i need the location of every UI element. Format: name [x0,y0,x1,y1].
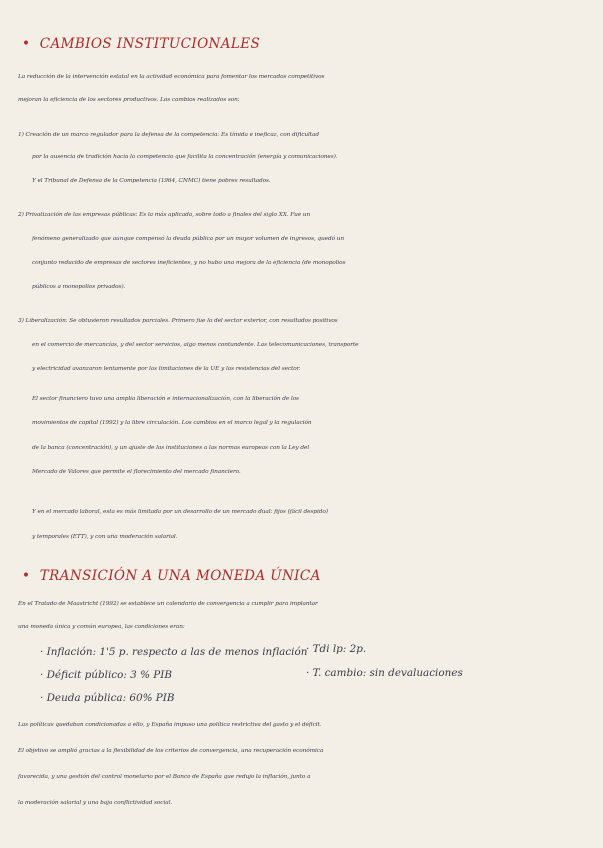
text-line: La reducción de la intervención estatal en la actividad económica para fomentar los mercados competitivos [18,74,325,80]
text-line: la moderación salarial y una baja conflictividad social. [18,800,173,806]
text-line: movimientos de capital (1992) y la libre circulación. Los cambios en el marco legal y la regulación [32,420,312,426]
text-line: 3) Liberalización: Se obtuvieron resultados parciales. Primero fue la del sector exterior, con resultados positivos [18,318,338,324]
text-line: 2) Privatización de las empresas públicas: Es la más aplicada, sobre todo a finales del siglo XX. Fue un [18,212,311,218]
condition-item: · T. cambio: sin devaluaciones [306,667,463,679]
text-line: 1) Creación de un marco regulador para la defensa de la competencia: Es tímida e ineficaz, con dificultad [18,132,319,138]
bullet-icon: • [22,36,40,52]
text-line: por la ausencia de tradición hacia la competencia que facilita la concentración (energía y comunicaciones). [32,154,338,160]
text-line: Mercado de Valores que permite el florecimiento del mercado financiero. [32,469,241,475]
text-line: públicos a monopolios privados). [32,284,126,290]
condition-item: · Deuda pública: 60% PIB [40,692,175,704]
text-line: una moneda única y común europea, las condiciones eran: [18,624,185,630]
text-line: favorecida, y una gestión del control monetario por el Banco de España que redujo la inflación, junto a [18,774,311,780]
text-line: y temporales (ETT), y con una moderación salarial. [32,534,178,540]
condition-item: · Déficit público: 3 % PIB [40,669,172,681]
text-line: de la banca (concentración), y un ajuste de las instituciones a las normas europeas con la Ley del [32,445,310,451]
section-heading-cambios [22,36,260,52]
text-line: y electricidad avanzaron lentamente por las limitaciones de la UE y las resistencias del sector. [32,366,301,372]
text-line: El sector financiero tuvo una amplia liberación e internacionalización, con la liberación de los [32,396,299,402]
text-line: El objetivo se amplió gracias a la flexibilidad de los criterios de convergencia, una recuperación económica [18,748,324,754]
section-title: CAMBIOS INSTITUCIONALES [39,36,261,52]
text-line: mejoran la eficiencia de los sectores productivos. Los cambios realizados son: [18,97,240,103]
text-line: en el comercio de mercancías, y del sector servicios, algo menos contundente. Las telecomunicaciones, transporte [32,342,359,348]
text-line: fenómeno generalizado que aunque compensó la deuda pública por un mayor volumen de ingresos, quedó un [32,236,345,242]
section-title: TRANSICIÓN A UNA MONEDA ÚNICA [39,568,321,584]
text-line: En el Tratado de Maastricht (1992) se establece un calendario de convergencia a cumplir para implantar [18,601,318,607]
condition-item: · Tdi lp: 2p. [306,643,367,655]
text-line: Y el Tribunal de Defensa de la Competencia (1964, CNMC) tiene pobres resultados. [32,178,271,184]
bullet-icon: • [22,568,40,584]
section-heading-transicion [22,568,321,584]
condition-item: · Inflación: 1'5 p. respecto a las de menos inflación [40,646,308,658]
text-line: Y en el mercado laboral, esta es más limitada por un desarrollo de un mercado dual: fijos (fácil despido) [32,509,328,515]
text-line: Las políticas quedaban condicionadas a ello, y España impuso una política restrictiva del gasto y el déficit. [18,722,322,728]
text-line: conjunto reducido de empresas de sectores ineficientes, y no hubo una mejora de la eficiencia (de monopolios [32,260,346,266]
